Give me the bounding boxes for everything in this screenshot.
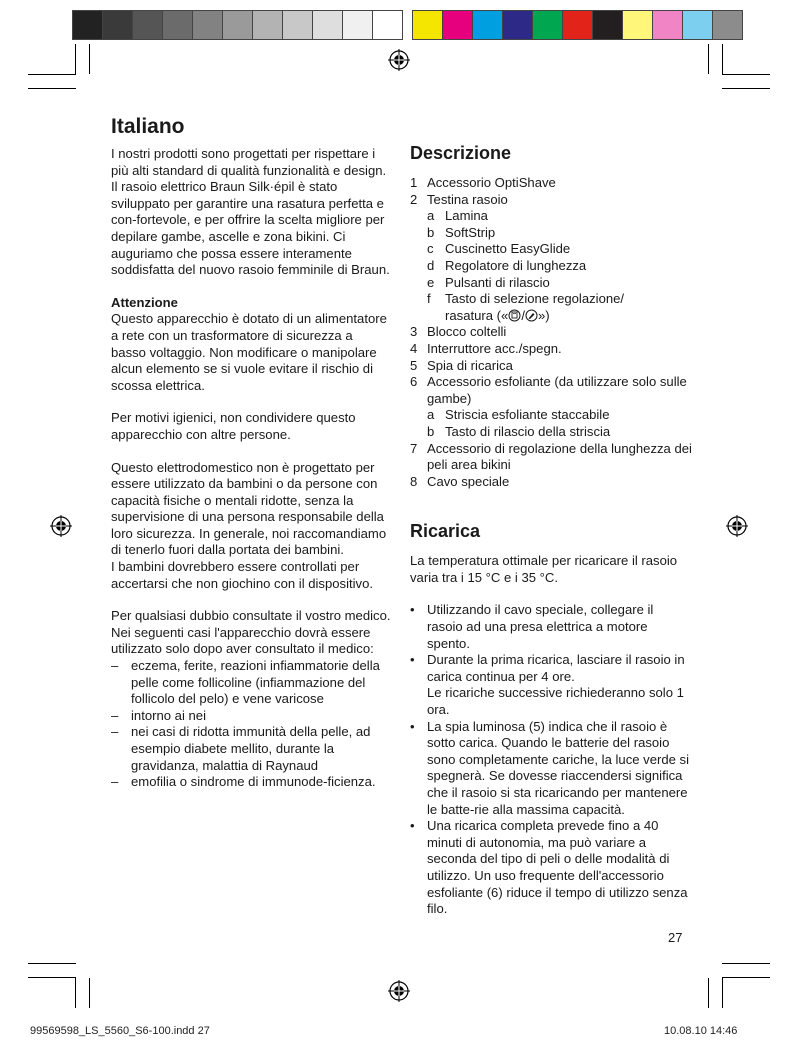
left-column <box>111 114 391 791</box>
list-item: – emofilia o sindrome di immunode-ficienza. <box>111 774 376 790</box>
footer-date: 10.08.10 14:46 <box>664 1025 738 1037</box>
crop-mark <box>722 74 770 75</box>
list-item: 1 Accessorio OptiShave <box>410 175 556 190</box>
description-heading: Descrizione <box>410 143 512 163</box>
list-item: • Durante la prima ricarica, lasciare il rasoio in carica continua per 4 ore. Le ricariche successive richiederanno solo 1 ora. <box>410 652 685 718</box>
shaving-mode-icon <box>508 309 521 322</box>
list-item: – intorno ai nei <box>111 707 206 723</box>
crop-mark <box>722 978 723 1008</box>
children-paragraph: Questo elettrodomestico non è progettato per essere utilizzato da bambini o da persone con capacità fisiche o mentali ridotte, senza la supervisione di una persona responsabile della loro sicurezza. In generale, noi raccomandiamo di tenerlo fuori dalla portata dei bambini. <box>111 459 387 558</box>
crop-mark <box>89 978 90 1008</box>
page-number: 27 <box>668 930 683 945</box>
list-item: • Una ricarica completa prevede fino a 40 minuti di autonomia, ma può variare a seconda del tipo di peli o delle modalità di utilizzo. Un uso frequente dell'accessorio esfoliante (6) riduce il tempo di utilizzo senza filo. <box>410 818 688 917</box>
gray-swatch <box>372 10 403 40</box>
color-swatch <box>652 10 683 40</box>
color-swatch <box>532 10 563 40</box>
list-item: f Tasto di selezione regolazione/ rasatura (« / ») <box>427 291 625 323</box>
gray-swatch <box>312 10 343 40</box>
crop-mark <box>28 963 76 964</box>
trimmer-mode-icon <box>525 309 538 322</box>
color-swatch <box>712 10 743 40</box>
crop-mark <box>722 963 770 964</box>
gray-swatch <box>102 10 133 40</box>
crop-mark <box>28 88 76 89</box>
description-list <box>410 175 692 490</box>
right-column <box>410 142 692 918</box>
color-swatch <box>442 10 473 40</box>
gray-swatch <box>282 10 313 40</box>
registration-mark-icon <box>50 515 72 537</box>
registration-mark-icon <box>388 980 410 1002</box>
crop-mark <box>28 977 76 978</box>
gray-swatch <box>222 10 253 40</box>
crop-mark <box>89 44 90 74</box>
warning-title: Attenzione <box>111 294 178 310</box>
list-item: b Tasto di rilascio della striscia <box>427 423 611 439</box>
list-item: a Striscia esfoliante staccabile <box>427 407 610 423</box>
gray-swatch <box>72 10 103 40</box>
list-item: 8 Cavo speciale <box>410 473 510 489</box>
gray-swatch <box>162 10 193 40</box>
gray-swatch <box>192 10 223 40</box>
charging-heading: Ricarica <box>410 521 481 542</box>
children-supervision-paragraph: I bambini dovrebbero essere controllati per accertarsi che non giochino con il dispositivo. <box>111 559 374 591</box>
doctor-paragraph: Per qualsiasi dubbio consultate il vostro medico. Nei seguenti casi l'apparecchio dovrà essere utilizzato solo dopo aver consultato il medico: <box>111 608 391 657</box>
crop-mark <box>722 44 723 74</box>
list-item: 4 Interruttore acc./spegn. <box>410 340 562 356</box>
crop-mark <box>708 978 709 1008</box>
page-title: Italiano <box>111 115 185 138</box>
gray-swatch <box>342 10 373 40</box>
charging-intro: La temperatura ottimale per ricaricare il rasoio varia tra i 15 °C e i 35 °C. <box>410 553 678 585</box>
list-item: • La spia luminosa (5) indica che il rasoio è sotto carica. Quando le batterie del rasoio sono completamente cariche, la luce verde si spegnerà. Se dovesse riaccendersi significa che il rasoio si sta ricaricando per mantenere le batte-rie alla massima capacità. <box>410 718 690 817</box>
list-item: 7 Accessorio di regolazione della lunghezza dei peli area bikini <box>410 440 692 473</box>
color-swatch <box>682 10 713 40</box>
list-item: 5 Spia di ricarica <box>410 357 513 373</box>
list-item: – nei casi di ridotta immunità della pelle, ad esempio diabete mellito, durante la gravidanza, malattia di Raynaud <box>111 724 371 773</box>
warning-paragraph: Questo apparecchio è dotato di un alimentatore a rete con un trasformatore di sicurezza a basso voltaggio. Non modificare o manipolare alcun elemento se si vuole evitare il rischio di scossa elettrica. <box>111 311 387 393</box>
gray-swatch <box>132 10 163 40</box>
crop-mark <box>75 44 76 74</box>
list-item: a Lamina <box>427 208 488 224</box>
list-item: • Utilizzando il cavo speciale, collegare il rasoio ad una presa elettrica a motore spento. <box>410 602 654 651</box>
crop-mark <box>708 44 709 74</box>
intro-paragraph: I nostri prodotti sono progettati per rispettare i più alti standard di qualità funzionalità e design. Il rasoio elettrico Braun Silk·épil è stato sviluppato per garantire una rasatura perfetta e con-fortevole, e per offrire la scelta migliore per depilare gambe, ascelle e zona bikini. Ci auguriamo che possa essere interamente soddisfatta del nuovo rasoio femminile di Braun. <box>111 146 390 278</box>
list-item: d Regolatore di lunghezza <box>427 257 587 273</box>
list-item: b SoftStrip <box>427 224 496 240</box>
list-item: 2 Testina rasoio <box>410 191 508 207</box>
color-swatch <box>562 10 593 40</box>
color-swatch <box>592 10 623 40</box>
footer-file-info: 99569598_LS_5560_S6-100.indd 27 <box>30 1025 210 1037</box>
crop-mark <box>722 977 770 978</box>
list-item: e Pulsanti di rilascio <box>427 274 550 290</box>
list-item: c Cuscinetto EasyGlide <box>427 241 571 257</box>
registration-mark-icon <box>388 49 410 71</box>
list-item: 6 Accessorio esfoliante (da utilizzare solo sulle gambe) <box>410 374 687 406</box>
hygiene-paragraph: Per motivi igienici, non condividere questo apparecchio con altre persone. <box>111 410 356 442</box>
charging-list <box>410 602 692 917</box>
crop-mark <box>75 978 76 1008</box>
registration-mark-icon <box>726 515 748 537</box>
color-swatch <box>412 10 443 40</box>
color-swatch <box>472 10 503 40</box>
list-item: 3 Blocco coltelli <box>410 324 507 340</box>
color-calibration-bar <box>72 10 742 40</box>
color-swatch <box>622 10 653 40</box>
color-swatch <box>502 10 533 40</box>
list-item: – eczema, ferite, reazioni infiammatorie della pelle come follicoline (infiammazione del follicolo del pelo) e vene varicose <box>111 658 380 707</box>
medical-cases-list <box>111 658 391 791</box>
crop-mark <box>28 74 76 75</box>
crop-mark <box>722 88 770 89</box>
gray-swatch <box>252 10 283 40</box>
